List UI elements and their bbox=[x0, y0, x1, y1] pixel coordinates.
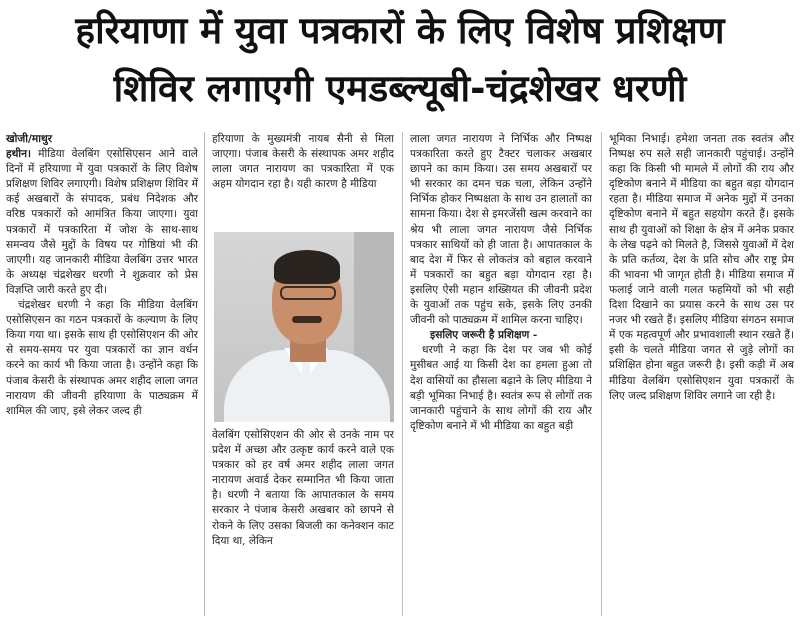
byline: खोजी/माथुर bbox=[6, 133, 53, 145]
photo-hair bbox=[274, 250, 340, 284]
column-2-bottom-text: वेलबिंग एसोसिएशन की ओर से उनके नाम पर प्रदेश में अच्छा और उत्कृष्ट कार्य करने वाले एक पत्रकार को हर वर्ष अमर शहीद लाला जगत नारायण अवार्ड देकर सम्मानित भी किया जाता है। धरणी ने बताया कि आपातकाल के समय सरकार ने पंजाब केसरी अखबार को छापने से रोकने के लिए उसका बिजली का कनेक्शन काट दिया था, लेकिन bbox=[212, 429, 394, 547]
column-3-paragraph-1: लाला जगत नारायण ने निर्भिक और निष्पक्ष पत्रकारिता करते हुए टैक्टर चलाकर अखबार छापने का काम किया। उस समय अखबारों पर भी सरकार का दमन चक्र चला, लेकिन उन्होंने निर्भिक होकर निष्पक्षता के साथ उन हालातों का सामना किया। देश से इमरजेंसी खत्म करवाने का श्रेय भी लाला जगत नारायण जैसे निर्भिक पत्रकार साथियों को ही जाता है। आपातकाल के बाद देश में फिर से लोकतंत्र को बहाल करवाने में पत्रकारों का बहुत बड़ा योगदान रहा है। इसलिए ऐसी महान शख्सियत की जीवनी प्रदेश के युवाओं तक पहुंच सके, इसके लिए उनकी जीवनी को पाठ्यक्रम में शामिल करना चाहिए। bbox=[410, 133, 592, 327]
headline-line-2: शिविर लगाएगी एमडब्ल्यूबी-चंद्रशेखर धरणी bbox=[113, 67, 687, 110]
column-rule bbox=[601, 132, 602, 616]
column-4-paragraph-1: भूमिका निभाई। हमेशा जनता तक स्वतंत्र और निष्पक्ष रुप सले सही जानकारी पहुंचाई। उन्होंने कहा कि किसी भी मामले में लोगों की राय और दृष्टिकोण बनाने में मीडिया का बहुत बड़ा योगदान रहता है। मीडिया समाज में अनेक मुद्दों में उनका दृष्टिकोण बनाने में बहुत सहयोग करते हैं। इसके साथ ही युवाओं को शिक्षा के क्षेत्र में अनेक प्रकार के लेख पढ़ने को मिलते है, जिससे युवाओं में देश के प्रति कर्तव्य, देश के प्रति सोच और राष्ट्र प्रेम की भावना भी जागृत होती है। मीडिया समाज में फलाई जाने वाली गलत फहमियों को भी सही दिशा दिखाने का प्रयास करने के साथ उस पर नजर भी रखते हैं। इसलिए मीडिया संगठन समाज में एक महत्वपूर्ण और प्रभावशाली स्थान रखते हैं। इसी के चलते मीडिया जगत से जुड़े लोगों का प्रशिक्षित होना बहुत जरूरी है। इसी कड़ी में अब मीडिया वेलबिंग एसोसिएशन युवा पत्रकारों के लिए जल्द प्रशिक्षण शिविर लगाने जा रही है। bbox=[609, 133, 794, 402]
headline-line-1: हरियाणा में युवा पत्रकारों के लिए विशेष प्रशिक्षण bbox=[75, 9, 725, 52]
column-1-paragraph-1-text: मीडिया वेलबिंग एसोसिएसन आने वाले दिनों में हरियाणा में युवा पत्रकारों के लिए विशेष प्रशिक्षण शिविर लगाएगी। विशेष प्रशिक्षण शिविर में कई अखबारों के संपादक, प्रबंध निदेशक और वरिष्ठ पत्रकारों को आमंत्रित किया जाएगा। युवा पत्रकारों में पत्रकारिता में जोश के साथ-साथ समन्वय जैसे मुद्दों के विषय पर गोष्ठियां भी की जाएगी। यह जानकारी मीडिया वेलबिंग उत्तर भारत के अध्यक्ष चंद्रशेखर धरणी ने शुक्रवार को प्रेस विज्ञप्ति जारी करते हुए दी। bbox=[6, 148, 198, 296]
photo-mustache bbox=[292, 316, 322, 323]
column-rule bbox=[402, 132, 403, 616]
column-1-paragraph-1 bbox=[6, 147, 198, 298]
column-3-subhead: इसलिए जरूरी है प्रशिक्षण - bbox=[430, 329, 538, 342]
column-1-paragraph-2: चंद्रशेखर धरणी ने कहा कि मीडिया वेलबिंग एसोसिएसन का गठन पत्रकारों के कल्याण के लिए किया गया था। इसके साथ ही एसोसिएशन की ओर से समय-समय पर युवा पत्रकारों का ज्ञान वर्धन करने का कार्य भी किया जाता है। उन्होंने कहा कि पंजाब केसरी के संस्थापक अमर शहीद लाला जगत नारायण की जीवनी हरियाणा के पाठ्यक्रम में शामिल की जाए, इसे लेकर जल्द ही bbox=[6, 299, 198, 417]
portrait-photo bbox=[214, 232, 394, 422]
column-2-bottom bbox=[212, 428, 394, 618]
column-2-top-text: हरियाणा के मुख्यमंत्री नायब सैनी से मिला जाएगा। पंजाब केसरी के संस्थापक अमर शहीद लाला जगत नारायण का पत्रकारिता में एक अहम योगदान रहा है। यही कारण है मीडिया bbox=[212, 133, 394, 191]
column-3-paragraph-2: धरणी ने कहा कि देश पर जब भी कोई मुसीबत आई या किसी देश का हमला हुआ तो देश वासियों का हौसला बढ़ाने के लिए मीडिया ने बड़ी भूमिका निभाई है। स्वतंत्र रूप से लोगों तक जानकारी पहुंचाने के साथ लोगों की राय और दृष्टिकोण बनाने में भी मीडिया का बहुत बड़ी bbox=[410, 344, 592, 432]
column-rule bbox=[204, 132, 205, 616]
column-1 bbox=[6, 132, 198, 618]
column-2-top bbox=[212, 132, 394, 232]
dateline: हथीन। bbox=[6, 148, 32, 161]
photo-glasses bbox=[280, 286, 336, 300]
column-4 bbox=[609, 132, 794, 618]
column-3 bbox=[410, 132, 592, 618]
headline bbox=[0, 2, 800, 118]
